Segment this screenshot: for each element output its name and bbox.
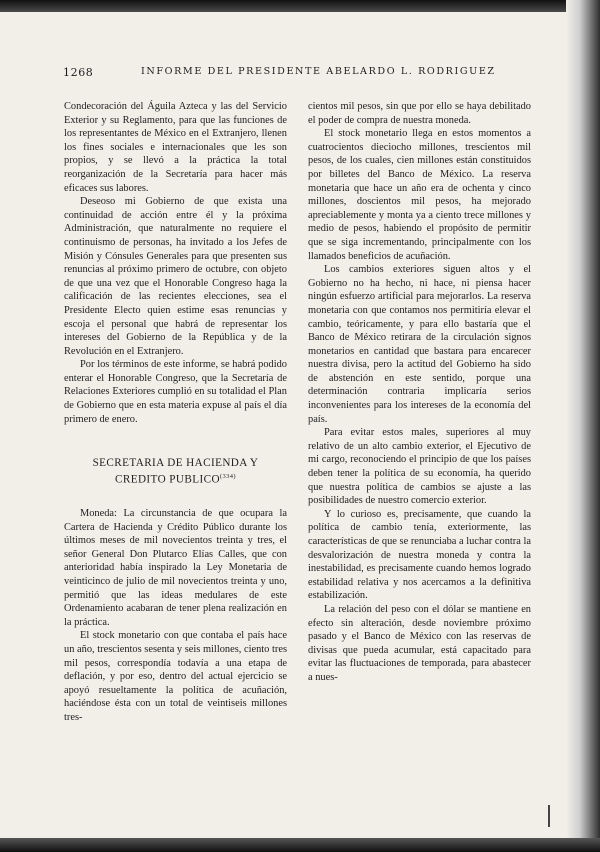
paragraph: Y lo curioso es, precisamente, que cuando la política de cambio tenía, exteriormente, las características de que se renunciaba a luchar contra la desvalorización de nuestra moneda y contra la inestabilidad, es precisamente cuando hemos logrado estabilidad relativa y nos acercamos a la definitiva estabilización. <box>308 508 531 602</box>
scan-bottom-border <box>0 838 600 852</box>
page-header <box>63 66 549 82</box>
paragraph: El stock monetario llega en estos momentos a cuatrocientos dieciocho millones, trescientos mil pesos, de los cuales, cien millones están constituidos por billetes del Banco de México. La reserva monetaria que hace un año era de ochenta y cinco millones, doscientos mil pesos, ha mejorado apreciablemente y monta ya a ciento trece millones y medio de pesos, habiendo el propósito de permitir que se siga incrementando, principalmente con los llamados beneficios de acuñación. <box>308 128 531 262</box>
running-title: INFORME DEL PRESIDENTE ABELARDO L. RODRIGUEZ <box>141 66 496 77</box>
paragraph: La relación del peso con el dólar se mantiene en efecto sin alteración, desde noviembre próximo pasado y el Banco de México con las reservas de divisas que pueda acumular, está capacitado para evitar las fluctuaciones de temporada, para abastecer a nues- <box>308 603 531 683</box>
left-column <box>64 100 287 724</box>
footnote-ref: (334) <box>219 473 237 481</box>
right-column <box>308 100 531 685</box>
paragraph: El stock monetario con que contaba el país hace un año, trescientos sesenta y seis millones, ciento tres mil pesos, correspondía todavía a una etapa de deflación, y por eso, dentro del actual ejercicio se apoyó resueltamente la política de acuñación, haciéndose ésta con un total de veintiseis millones tres- <box>64 630 287 723</box>
section-title-line2: CREDITO PUBLICO <box>114 473 220 486</box>
scan-top-border <box>0 0 600 12</box>
scan-margin-mark <box>548 805 550 827</box>
section-title-line1: SECRETARIA DE HACIENDA Y <box>92 457 259 470</box>
page-number: 1268 <box>63 66 94 79</box>
paragraph: Moneda: La circunstancia de que ocupara la Cartera de Hacienda y Crédito Público durante los últimos meses de mil novecientos treinta y tres, el señor General Don Plutarco Elías Calles, que con anterioridad había inspirado la Ley Monetaria de veinticinco de julio de mil novecientos treinta y uno, permitió que las ideas medulares de este Ordenamiento acabaran de tener plena realización en la práctica. <box>64 507 287 628</box>
paragraph: Los cambios exteriores siguen altos y el Gobierno no ha hecho, ni hace, ni piensa hacer ningún esfuerzo artificial para mejorarlos. La reserva monetaria con que contamos nos permitiría elevar el cambio, teóricamente, y para ello bastaría que el Banco de México retirara de la circulación signos monetarios en cantidad que bastara para encarecer nuestra divisa, pero la actitud del Gobierno ha sido de abstención en este sentido, porque una determinación contraria implicaría serios inconvenientes para los intereses de la economía del país. <box>308 264 531 425</box>
paragraph: Para evitar estos males, superiores al muy relativo de un alto cambio exterior, el Ejecutivo de mi cargo, reconociendo el principio de que los países deben tener la política de su economía, ha querido que nuestra política de cambios se ajuste a las posibilidades de nuestro comercio exterior. <box>308 427 531 507</box>
scan-right-shadow <box>566 0 600 852</box>
paragraph: cientos mil pesos, sin que por ello se haya debilitado el poder de compra de nuestra moneda. <box>308 101 531 126</box>
paragraph: Por los términos de este informe, se habrá podido enterar el Honorable Congreso, que la Secretaría de Relaciones Exteriores cumplió en su totalidad el Plan de Gobierno que en esta materia expuse al país el día primero de enero. <box>64 359 287 425</box>
paragraph: Deseoso mi Gobierno de que exista una continuidad de acción entre él y la próxima Administración, que naturalmente no requiere el continuismo de personas, ha invitado a los Jefes de Misión y Cónsules Generales para que presenten sus renuncias al próximo primero de octubre, con objeto de que una vez que el Honorable Congreso haga la calificación de las recientes elecciones, sea el Presidente Electo quien estime esas renuncias y escoja el personal que habrá de representar los intereses del Gobierno de la República y de la Revolución en el Extranjero. <box>64 196 287 357</box>
paragraph: Condecoración del Águila Azteca y las del Servicio Exterior y su Reglamento, para que las funciones de los representantes de México en el Extranjero, llenen los fines sociales e internacionales que les son propios, y se llevó a la práctica la total reorganización de la Secretaría para hacer más eficaces sus labores. <box>64 101 287 194</box>
section-title <box>64 456 287 487</box>
